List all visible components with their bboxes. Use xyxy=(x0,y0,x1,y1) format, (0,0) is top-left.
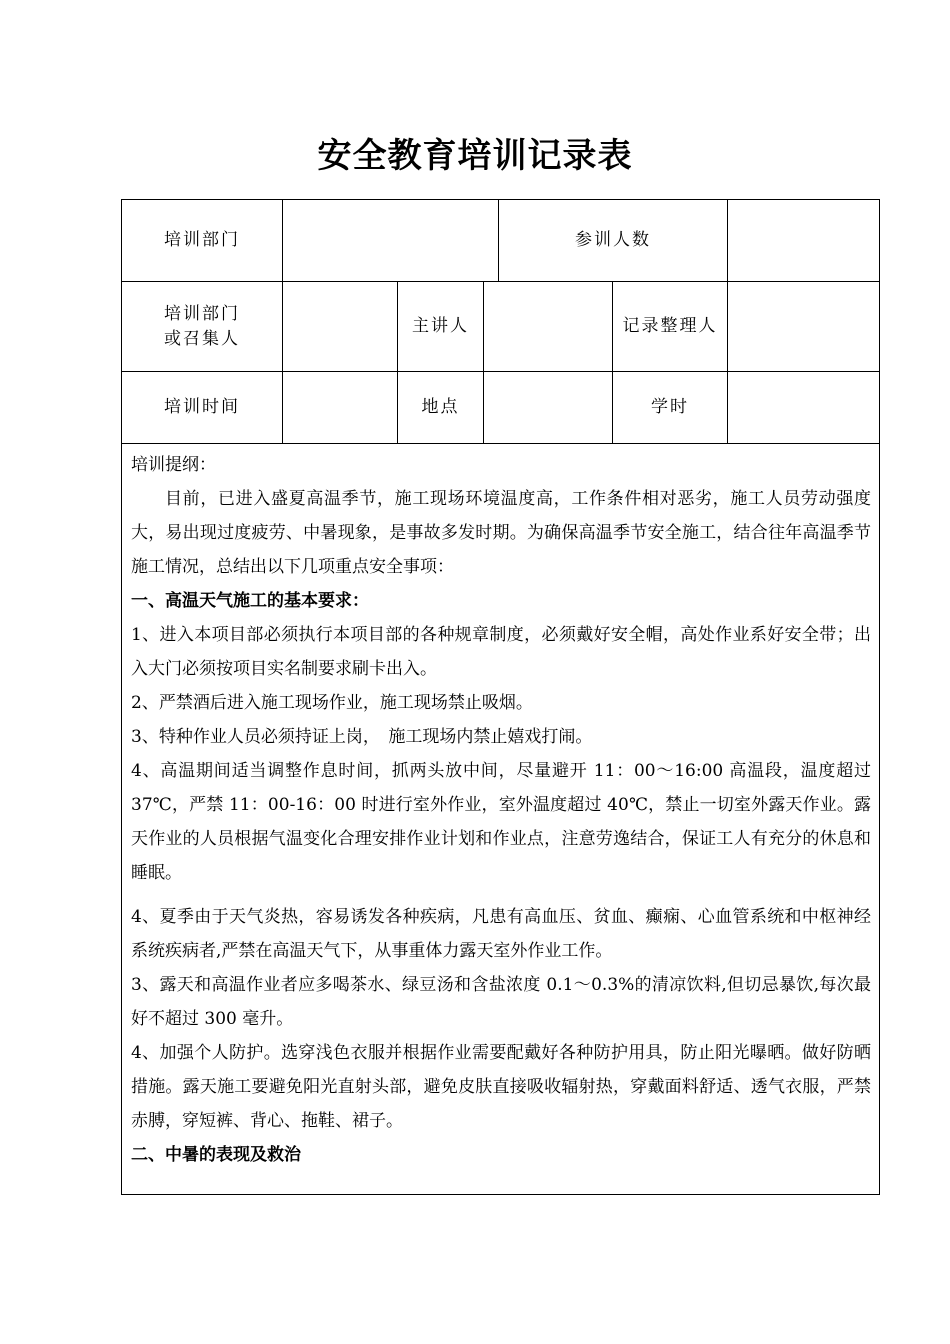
row-outline xyxy=(122,444,880,1195)
dept-label: 培训部门 xyxy=(122,200,283,282)
place-label: 地点 xyxy=(398,372,484,444)
hours-value-cell[interactable] xyxy=(728,372,880,444)
outline-item-7: 4、加强个人防护。选穿浅色衣服并根据作业需要配戴好各种防护用具，防止阳光曝晒。做好防晒措施。露天施工要避免阳光直射头部，避免皮肤直接吸收辐射热，穿戴面料舒适、透气衣服，严禁赤膊，穿短裤、背心、拖鞋、裙子。 xyxy=(131,1043,872,1131)
time-value-cell[interactable] xyxy=(283,372,398,444)
convener-value-cell[interactable] xyxy=(283,282,398,372)
count-value-cell[interactable] xyxy=(728,200,880,282)
recorder-label: 记录整理人 xyxy=(613,282,728,372)
count-label: 参训人数 xyxy=(499,200,728,282)
section2-title: 二、中暑的表现及救治 xyxy=(131,1145,301,1165)
hours-label: 学时 xyxy=(613,372,728,444)
convener-label-line2: 或召集人 xyxy=(164,328,240,349)
convener-label xyxy=(122,282,283,372)
outline-heading: 培训提纲： xyxy=(131,455,216,475)
outline-item-3: 3、特种作业人员必须持证上岗， 施工现场内禁止嬉戏打闹。 xyxy=(131,727,593,747)
training-record-table xyxy=(121,199,880,1195)
convener-label-line1: 培训部门 xyxy=(164,303,240,324)
outline-item-2: 2、严禁酒后进入施工现场作业，施工现场禁止吸烟。 xyxy=(131,693,533,713)
outline-cell xyxy=(122,444,880,1195)
place-value-cell[interactable] xyxy=(484,372,613,444)
outline-item-4: 4、高温期间适当调整作息时间，抓两头放中间，尽量避开 11：00～16:00 高温段，温度超过 37℃，严禁 11：00-16：00 时进行室外作业，室外温度超过 40℃，禁止一切室外露天作业。露天作业的人员根据气温变化合理安排作业计划和作业点，注意劳逸结合，保证工人有充分的休息和睡眠。 xyxy=(131,761,872,883)
row-convener xyxy=(122,282,880,372)
document-title: 安全教育培训记录表 xyxy=(317,136,633,176)
outline-item-5: 4、夏季由于天气炎热，容易诱发各种疾病，凡患有高血压、贫血、癫痫、心血管系统和中枢神经系统疾病者,严禁在高温天气下，从事重体力露天室外作业工作。 xyxy=(131,907,872,961)
dept-value-cell[interactable] xyxy=(283,200,499,282)
outline-item-1: 1、进入本项目部必须执行本项目部的各种规章制度，必须戴好安全帽，高处作业系好安全带；出入大门必须按项目实名制要求刷卡出入。 xyxy=(131,625,872,679)
outline-intro: 目前，已进入盛夏高温季节，施工现场环境温度高，工作条件相对恶劣，施工人员劳动强度大，易出现过度疲劳、中暑现象，是事故多发时期。为确保高温季节安全施工，结合往年高温季节施工情况，总结出以下几项重点安全事项： xyxy=(131,489,872,577)
row-time xyxy=(122,372,880,444)
recorder-value-cell[interactable] xyxy=(728,282,880,372)
speaker-value-cell[interactable] xyxy=(484,282,613,372)
speaker-label: 主讲人 xyxy=(398,282,484,372)
row-department xyxy=(122,200,880,282)
time-label: 培训时间 xyxy=(122,372,283,444)
outline-item-6: 3、露天和高温作业者应多喝茶水、绿豆汤和含盐浓度 0.1～0.3%的清凉饮料,但切忌暴饮,每次最好不超过 300 毫升。 xyxy=(131,975,872,1029)
section1-title: 一、高温天气施工的基本要求： xyxy=(131,591,369,611)
